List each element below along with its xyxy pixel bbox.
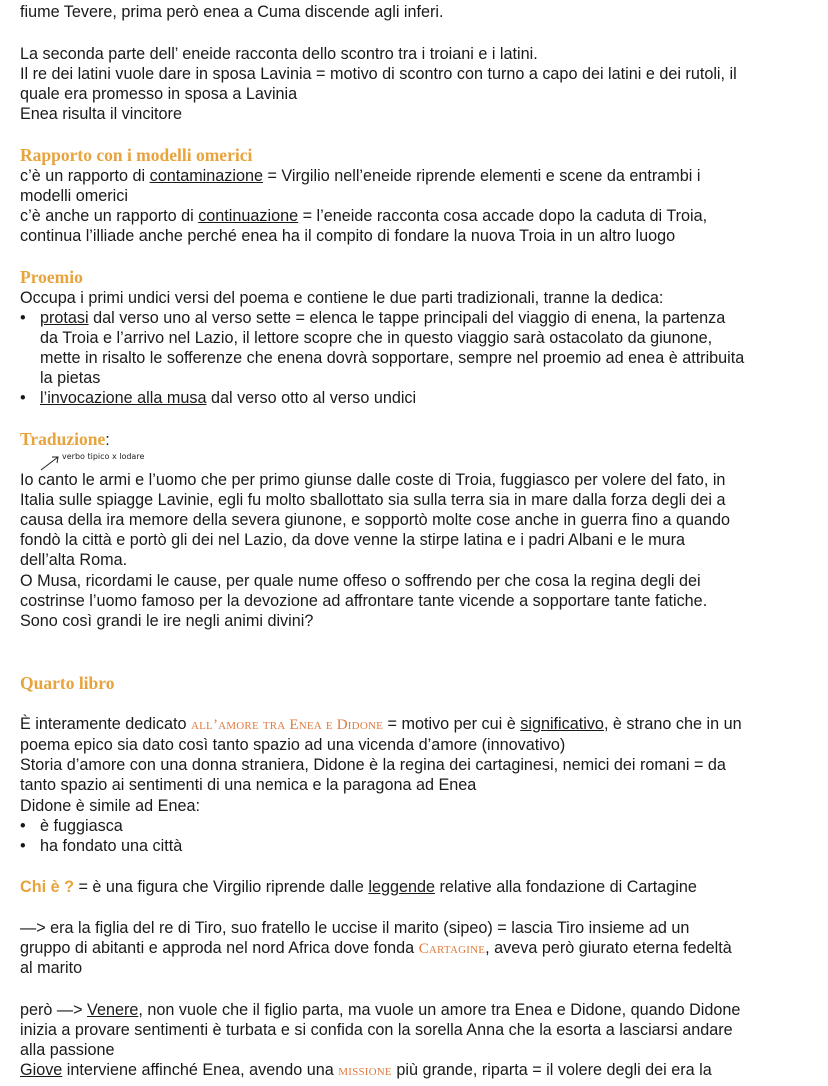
quarto-line-5: Didone è simile ad Enea: [20,797,200,815]
quarto-line-2: poema epico sia dato così tanto spazio ad una vicenda d’amore (innovativo) [20,736,566,754]
quarto-line-3: Storia d’amore con una donna straniera, Didone è la regina dei cartaginesi, nemici dei romani = da [20,756,726,774]
term-venere: Venere [87,1001,139,1019]
quarto-line-4: tanto spazio ai sentimenti di una nemica e la paragona ad Enea [20,776,477,794]
traduzione-line-7: costrinse l’uomo famoso per la devozione ad affrontare tante vicende a sopportare tante fatiche. [20,592,708,610]
smallcaps-amore: all’amore tra Enea e Didone [190,717,384,733]
quarto-line-1: È interamente dedicato all’amore tra Enea e Didone = motivo per cui è significativo, è strano che in un [20,715,742,733]
proemio-bullet-1-line-3: mette in risalto le sofferenze che enena dovrà sopportare, sempre nel proemio ad enea è attribuita [40,349,745,367]
term-invocazione: l’invocazione alla musa [40,389,207,407]
tiro-line-1: —> era la figlia del re di Tiro, suo fratello le uccise il marito (sipeo) = lascia Tiro insieme ad un [20,919,690,937]
venere-line-1: però —> Venere, non vuole che il figlio parta, ma vuole un amore tra Enea e Didone, quando Didone [20,1001,741,1019]
chi-question: Chi è ? [20,878,74,896]
quarto-bullet-2: • ha fondato una città [20,837,183,855]
proemio-bullet-1: • protasi dal verso uno al verso sette = elenca le tappe principali del viaggio di enena, la partenza [20,309,726,327]
term-leggende: leggende [368,878,436,896]
handwritten-annotation: verbo tipico x lodare [62,452,145,461]
smallcaps-missione: missione [338,1063,392,1079]
chi-line: Chi è ? = è una figura che Virgilio riprende dalle leggende relative alla fondazione di Cartagine [20,878,697,896]
term-giove: Giove [20,1061,63,1079]
traduzione-line-2: Italia sulle spiagge Lavinie, egli fu molto sballottato sia sulla terra sia in mare dalla forza degli dei a [20,491,726,509]
bullet-icon: • [20,389,26,407]
rapporto-heading: Rapporto con i modelli omerici [20,145,253,165]
term-continuazione: continuazione [198,207,299,225]
proemio-bullet-1-line-4: la pietas [40,369,101,387]
traduzione-line-8: Sono così grandi le ire negli animi divini? [20,612,314,630]
traduzione-line-5: dell’alta Roma. [20,551,128,569]
intro-line-1: fiume Tevere, prima però enea a Cuma discende agli inferi. [20,3,444,21]
proemio-bullet-1-line-2: da Troia e l’arrivo nel Lazio, il lettore scopre che in questo viaggio sarà ostacolato da giunone, [40,329,713,347]
proemio-bullet-2: • l’invocazione alla musa dal verso otto al verso undici [20,389,417,407]
intro-line-2: La seconda parte dell’ eneide racconta dello scontro tra i troiani e i latini. [20,45,538,63]
traduzione-heading-line: Traduzione: [20,429,110,449]
proemio-heading: Proemio [20,267,83,287]
bullet-icon: • [20,309,26,327]
bullet-icon: • [20,837,26,855]
handwritten-arrow-icon [38,452,64,472]
proemio-line-1: Occupa i primi undici versi del poema e contiene le due parti tradizionali, tranne la dedica: [20,289,664,307]
quarto-heading: Quarto libro [20,673,115,693]
traduzione-line-1: Io canto le armi e l’uomo che per primo giunse dalle coste di Troia, fuggiasco per volere del fato, in [20,471,726,489]
term-contaminazione: contaminazione [149,167,263,185]
venere-line-4: Giove interviene affinché Enea, avendo una missione più grande, riparta = il volere degli dei era la [20,1061,712,1079]
traduzione-heading: Traduzione [20,429,106,449]
bullet-icon: • [20,817,26,835]
rapporto-line-4: continua l’illiade anche perché enea ha il compito di fondare la nuova Troia in un altro luogo [20,227,676,245]
intro-line-5: Enea risulta il vincitore [20,105,182,123]
traduzione-line-6: O Musa, ricordami le cause, per quale nume offeso o soffrendo per che cosa la regina degli dei [20,572,701,590]
traduzione-line-4: fondò la città e portò gli dei nel Lazio, da dove venne la stirpe latina e i padri Albani e le mura [20,531,686,549]
intro-line-4: quale era promesso in sposa a Lavinia [20,85,298,103]
tiro-line-3: al marito [20,959,83,977]
smallcaps-cartagine: Cartagine [418,941,486,957]
rapporto-line-3: c’è anche un rapporto di continuazione = l’eneide racconta cosa accade dopo la caduta di Troia, [20,207,708,225]
term-significativo: significativo [520,715,604,733]
venere-line-3: alla passione [20,1041,115,1059]
rapporto-line-1: c’è un rapporto di contaminazione = Virgilio nell’eneide riprende elementi e scene da entrambi i [20,167,701,185]
traduzione-line-3: causa della ira memore della severa giunone, e sopportò molte cose anche in guerra fino a quando [20,511,730,529]
venere-line-2: inizia a provare sentimenti è turbata e si confida con la sorella Anna che la esorta a lasciarsi andare [20,1021,733,1039]
term-protasi: protasi [40,309,89,327]
intro-line-3: Il re dei latini vuole dare in sposa Lavinia = motivo di scontro con turno a capo dei latini e dei rutoli, il [20,65,737,83]
rapporto-line-2: modelli omerici [20,187,128,205]
quarto-bullet-1: • è fuggiasca [20,817,123,835]
tiro-line-2: gruppo di abitanti e approda nel nord Africa dove fonda Cartagine, aveva però giurato eterna fedeltà [20,939,732,957]
